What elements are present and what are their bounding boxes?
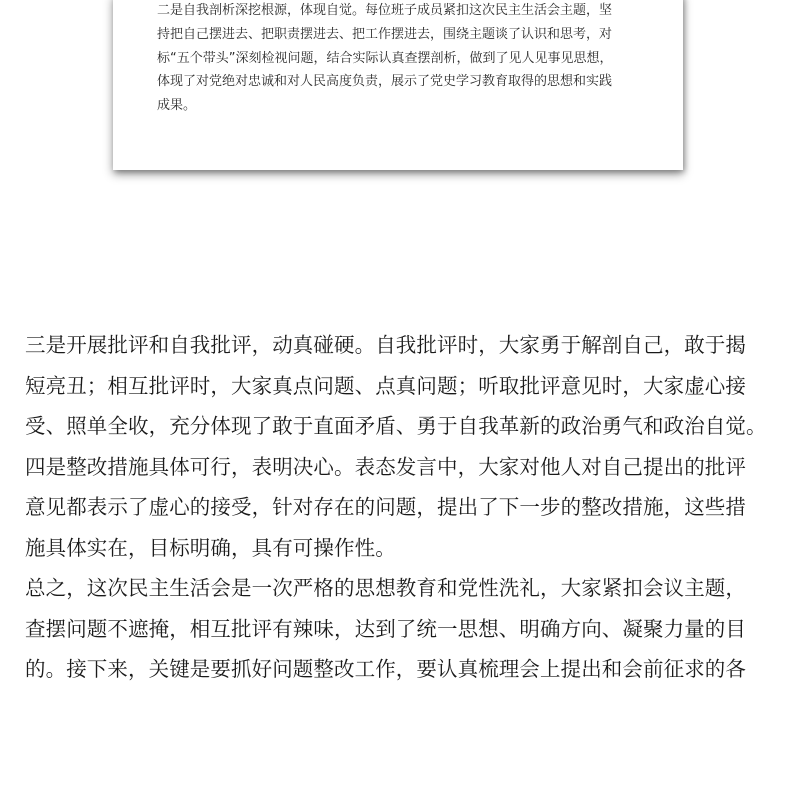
body-line: 短亮丑；相互批评时，大家真点问题、点真问题；听取批评意见时，大家虚心接: [25, 373, 746, 398]
embedded-page-line: 成果。: [157, 98, 197, 114]
embedded-page-line: 体现了对党绝对忠诚和对人民高度负责，展示了党史学习教育取得的思想和实践: [157, 74, 613, 90]
body-line: 三是开展批评和自我批评，动真碰硬。自我批评时，大家勇于解剖自己，敢于揭: [25, 333, 746, 357]
embedded-page-line: 二是自我剖析深挖根源，体现自觉。每位班子成员紧扣这次民主生活会主题，坚: [157, 3, 613, 18]
body-line: 受、照单全收，充分体现了敢于直面矛盾、勇于自我革新的政治勇气和政治自觉。: [25, 414, 767, 438]
embedded-page-line: 标“五个带头”深刻检视问题，结合实际认真查摆剖析，做到了见人见事见思想，: [157, 50, 613, 66]
embedded-page-line: 持把自己摆进去、把职责摆进去、把工作摆进去，围绕主题谈了认识和思考，对: [157, 26, 613, 42]
body-line: 施具体实在，目标明确，具有可操作性。: [25, 535, 396, 560]
body-line: 查摆问题不遮掩，相互批评有辣味，达到了统一思想、明确方向、凝聚力量的目: [25, 616, 746, 641]
body-line: 四是整改措施具体可行，表明决心。表态发言中，大家对他人对自己提出的批评: [25, 454, 746, 479]
body-text: [25, 325, 785, 690]
embedded-page-image: [113, 0, 683, 170]
body-line: 的。接下来，关键是要抓好问题整改工作，要认真梳理会上提出和会前征求的各: [25, 657, 746, 681]
body-line: 意见都表示了虚心的接受，针对存在的问题，提出了下一步的整改措施，这些措: [25, 495, 746, 519]
body-line: 总之，这次民主生活会是一次严格的思想教育和党性洗礼，大家紧扣会议主题，: [25, 576, 746, 600]
embedded-page-text: [157, 0, 655, 118]
